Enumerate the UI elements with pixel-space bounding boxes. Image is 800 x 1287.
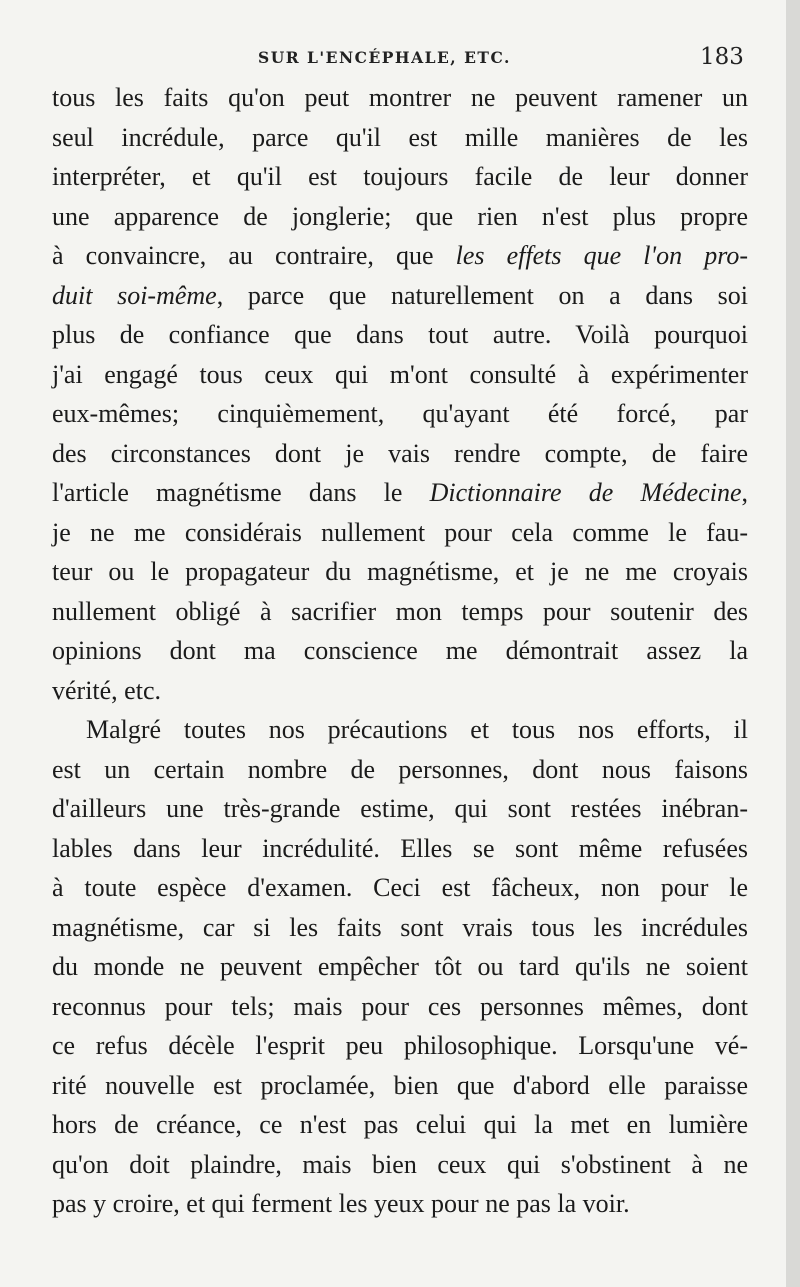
- text-segment: est un certain nombre de personnes, dont nous faisons: [52, 754, 748, 784]
- text-segment: l'article magnétisme dans le: [52, 478, 430, 507]
- text-line: [52, 868, 748, 908]
- text-line: [52, 1066, 748, 1106]
- text-segment: d'ailleurs une très-grande estime, qui sont restées inébran-: [52, 794, 748, 823]
- text-line: [52, 908, 748, 948]
- italic-text: Dictionnaire de Médecine: [429, 478, 742, 507]
- text-line: [52, 157, 748, 197]
- text-line: [52, 1145, 748, 1185]
- text-segment: du monde ne peuvent empêcher tôt ou tard qu'ils ne soient: [52, 952, 748, 981]
- text-line: [52, 631, 748, 671]
- text-line: [52, 829, 748, 869]
- page-number: 183: [700, 44, 744, 70]
- body-text: [52, 78, 748, 1224]
- text-segment: rité nouvelle est proclamée, bien que d'abord elle paraisse: [52, 1070, 748, 1100]
- text-line: [52, 434, 748, 474]
- text-segment: magnétisme, car si les faits sont vrais tous les incrédules: [52, 912, 748, 942]
- text-line: [52, 197, 748, 237]
- text-segment: Malgré toutes nos précautions et tous nos efforts, il: [86, 715, 748, 744]
- running-head: [0, 44, 786, 74]
- text-segment: ce refus décèle l'esprit peu philosophique. Lorsqu'une vé-: [52, 1031, 748, 1060]
- text-line: [52, 987, 748, 1027]
- text-line: [52, 355, 748, 395]
- text-line: [52, 473, 748, 513]
- text-segment: ,: [741, 478, 748, 507]
- text-line: [52, 1026, 748, 1066]
- text-segment: à convaincre, au contraire, que: [52, 241, 456, 270]
- text-segment: à toute espèce d'examen. Ceci est fâcheux, non pour le: [52, 873, 748, 902]
- text-segment: vérité, etc.: [52, 675, 161, 705]
- text-line: [52, 552, 748, 592]
- text-segment: je ne me considérais nullement pour cela comme le fau-: [52, 517, 748, 547]
- text-segment: opinions dont ma conscience me démontrait assez la: [52, 636, 748, 665]
- text-segment: pas y croire, et qui ferment les yeux pour ne pas la voir.: [52, 1189, 630, 1218]
- text-segment: qu'on doit plaindre, mais bien ceux qui s'obstinent à ne: [52, 1149, 748, 1179]
- text-segment: hors de créance, ce n'est pas celui qui la met en lumière: [52, 1110, 748, 1139]
- text-segment: j'ai engagé tous ceux qui m'ont consulté à expérimenter: [52, 359, 748, 389]
- text-segment: des circonstances dont je vais rendre compte, de faire: [52, 438, 748, 468]
- text-segment: nullement obligé à sacrifier mon temps pour soutenir des: [52, 596, 748, 626]
- text-line: [52, 789, 748, 829]
- text-segment: interpréter, et qu'il est toujours facile de leur donner: [52, 162, 748, 191]
- running-title: SUR L'ENCÉPHALE, ETC.: [258, 48, 511, 67]
- text-line: [52, 394, 748, 434]
- text-segment: , parce que naturellement on a dans soi: [216, 280, 748, 310]
- text-segment: lables dans leur incrédulité. Elles se sont même refusées: [52, 833, 748, 863]
- text-segment: eux-mêmes; cinquièmement, qu'ayant été forcé, par: [52, 399, 748, 428]
- text-line: [52, 592, 748, 632]
- italic-text: duit soi-même: [52, 280, 217, 310]
- text-segment: une apparence de jonglerie; que rien n'est plus propre: [52, 201, 748, 231]
- text-line: [52, 947, 748, 987]
- text-line: [52, 513, 748, 553]
- paragraph: [52, 710, 748, 1224]
- text-line: [52, 236, 748, 276]
- italic-text: les effets que l'on pro-: [455, 241, 748, 270]
- text-segment: plus de confiance que dans tout autre. Voilà pourquoi: [52, 320, 748, 349]
- text-line: [52, 78, 748, 118]
- text-segment: reconnus pour tels; mais pour ces personnes mêmes, dont: [52, 991, 748, 1021]
- text-segment: teur ou le propagateur du magnétisme, et je ne me croyais: [52, 557, 748, 586]
- text-line: [52, 276, 748, 316]
- paragraph: [52, 78, 748, 710]
- text-line: [52, 710, 748, 750]
- text-line: [52, 750, 748, 790]
- text-segment: seul incrédule, parce qu'il est mille manières de les: [52, 122, 748, 152]
- text-line: [52, 671, 748, 711]
- text-line: [52, 1184, 748, 1224]
- text-line: [52, 315, 748, 355]
- text-segment: tous les faits qu'on peut montrer ne peuvent ramener un: [52, 83, 748, 112]
- text-line: [52, 118, 748, 158]
- text-line: [52, 1105, 748, 1145]
